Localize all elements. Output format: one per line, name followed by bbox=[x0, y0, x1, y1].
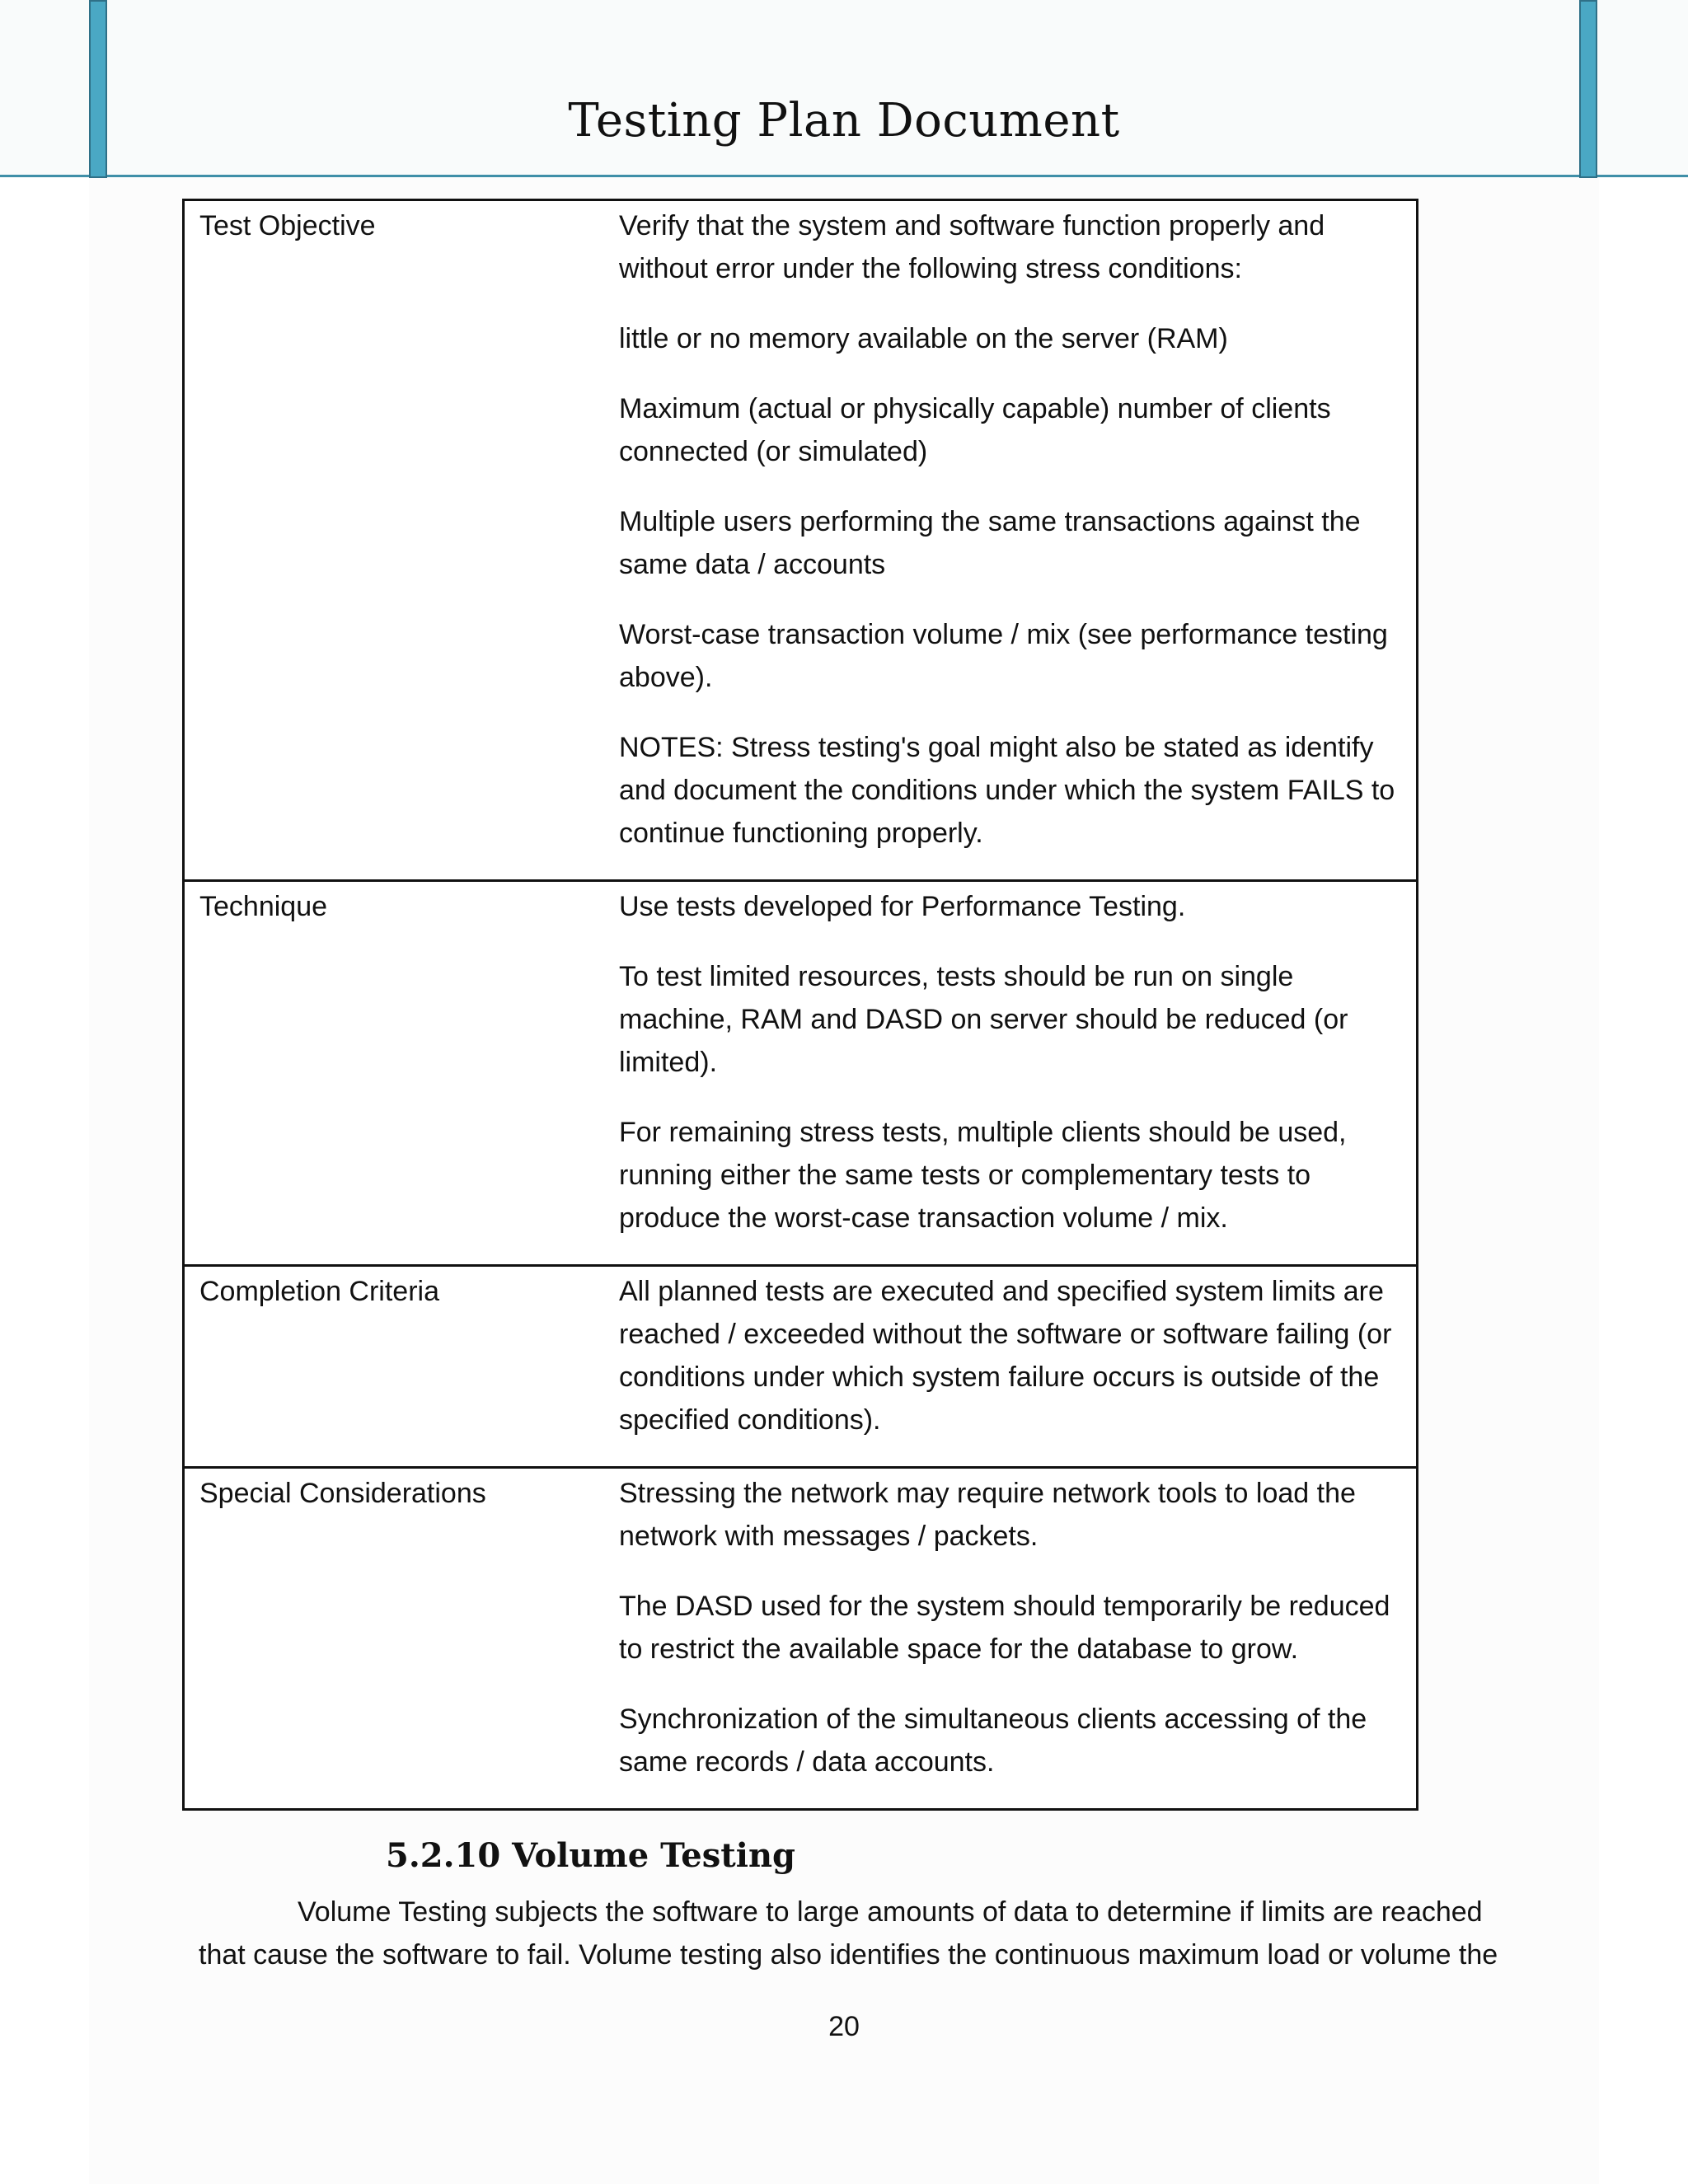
page-header bbox=[0, 0, 1688, 178]
row-paragraph: NOTES: Stress testing's goal might also be stated as identify and document the conditions under which the system FAILS to continue functioning properly. bbox=[619, 732, 1395, 849]
section-body-text: Volume Testing subjects the software to large amounts of data to determine if limits are reached that cause the software to fail. Volume testing also identifies the continuous maximum load or volume the bbox=[199, 1896, 1498, 1971]
row-paragraph: To test limited resources, tests should be run on single machine, RAM and DASD on server should be reduced (or limited). bbox=[619, 961, 1348, 1078]
header-divider bbox=[0, 175, 1688, 177]
row-value bbox=[604, 881, 1418, 1266]
row-label: Technique bbox=[184, 881, 605, 1266]
row-label: Test Objective bbox=[199, 210, 376, 241]
row-paragraph: Maximum (actual or physically capable) number of clients connected (or simulated) bbox=[619, 393, 1331, 467]
row-paragraph: Verify that the system and software function properly and without error under the following stress conditions: bbox=[619, 210, 1325, 284]
document-title: Testing Plan Document bbox=[568, 94, 1120, 148]
row-paragraph: little or no memory available on the server (RAM) bbox=[619, 323, 1228, 354]
header-accent-bar-left bbox=[89, 0, 107, 178]
row-paragraph: Multiple users performing the same transactions against the same data / accounts bbox=[619, 506, 1361, 580]
row-paragraph: For remaining stress tests, multiple clients should be used, running either the same tests or complementary tests to produce the worst-case transaction volume / mix. bbox=[619, 1117, 1347, 1234]
row-label: Special Considerations bbox=[184, 1468, 605, 1810]
header-accent-bar-right bbox=[1579, 0, 1597, 178]
row-value bbox=[604, 1468, 1418, 1810]
section-body bbox=[199, 1891, 1517, 1976]
table-row bbox=[184, 1266, 1418, 1468]
row-value bbox=[604, 200, 1418, 881]
row-paragraph: Stressing the network may require network tools to load the network with messages / packets. bbox=[619, 1478, 1356, 1552]
row-paragraph: Use tests developed for Performance Testing. bbox=[619, 891, 1186, 922]
table-row bbox=[184, 200, 1418, 881]
row-value bbox=[604, 1266, 1418, 1468]
row-paragraph: Worst-case transaction volume / mix (see performance testing above). bbox=[619, 619, 1388, 693]
section-heading: 5.2.10 Volume Testing bbox=[386, 1836, 795, 1875]
row-paragraph: The DASD used for the system should temporarily be reduced to restrict the available space for the database to grow. bbox=[619, 1591, 1390, 1665]
row-paragraph: All planned tests are executed and specified system limits are reached / exceeded without the software or software failing (or conditions under which system failure occurs is outside of the specified conditions). bbox=[619, 1276, 1392, 1436]
page-number: 20 bbox=[828, 2011, 860, 2042]
table-row bbox=[184, 881, 1418, 1266]
row-paragraph: Synchronization of the simultaneous clients accessing of the same records / data accounts. bbox=[619, 1704, 1367, 1778]
row-label: Completion Criteria bbox=[184, 1266, 605, 1468]
stress-test-table bbox=[182, 199, 1418, 1811]
table-row bbox=[184, 1468, 1418, 1810]
